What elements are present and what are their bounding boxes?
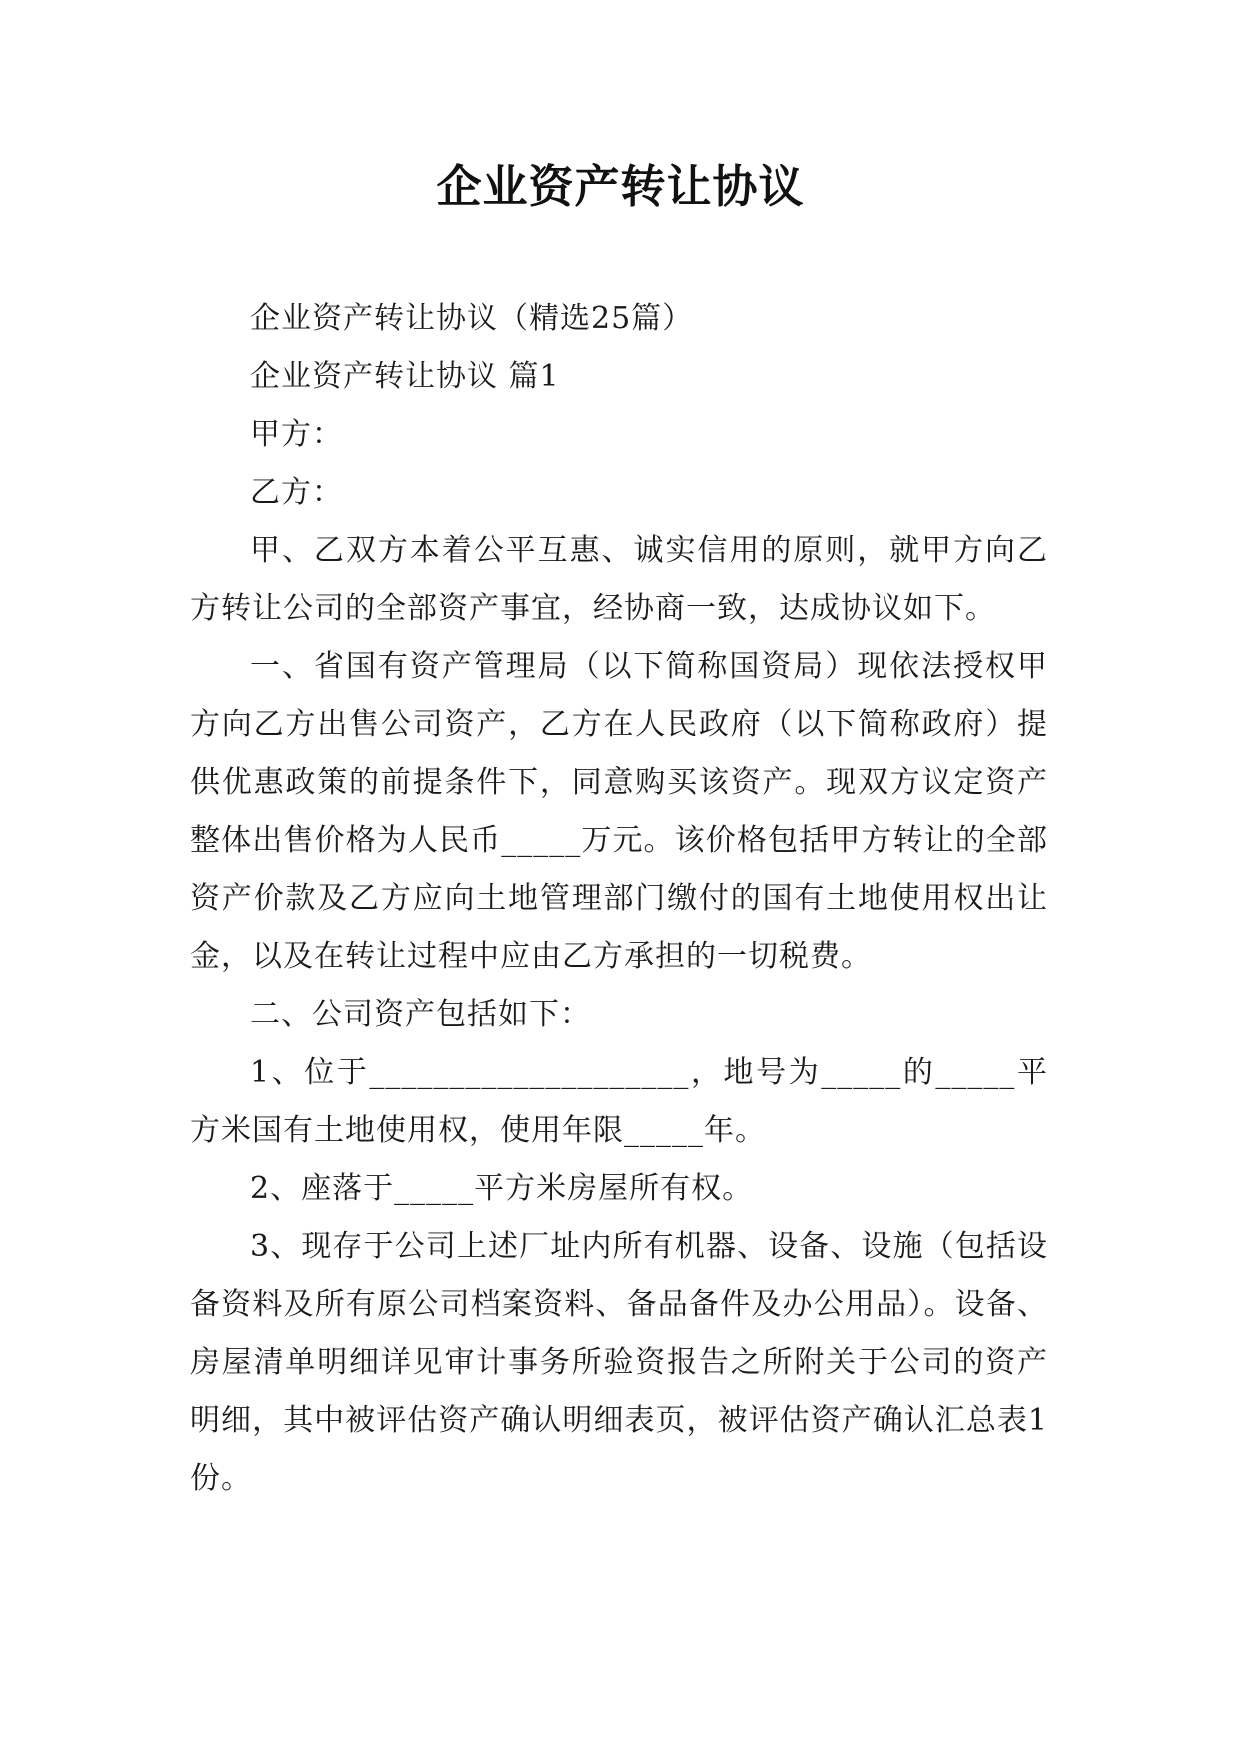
paragraph-clause-2: 二、公司资产包括如下： [250, 997, 591, 1032]
paragraph-section-heading: 企业资产转让协议 篇1 [250, 359, 560, 394]
paragraph-clause-1: 一、省国有资产管理局（以下简称国资局）现依法授权甲方向乙方出售公司资产，乙方在人民政府（以下简称政府）提供优惠政策的前提条件下，同意购买该资产。现双方议定资产整体出售价格为人民币_____万元。该价格包括甲方转让的全部资产价款及乙方应向土地管理部门缴付的国有土地使用权出让金，以及在转让过程中应由乙方承担的一切税费。 [190, 649, 1048, 974]
paragraph-party-a: 甲方： [250, 417, 343, 452]
document-title: 企业资产转让协议 [436, 160, 805, 213]
paragraph-party-b: 乙方： [250, 475, 343, 510]
paragraph-item-3: 3、现存于公司上述厂址内所有机器、设备、设施（包括设备资料及所有原公司档案资料、备品备件及办公用品）。设备、房屋清单明细详见审计事务所验资报告之所附关于公司的资产明细，其中被评估资产确认明细表页，被评估资产确认汇总表1份。 [190, 1229, 1048, 1496]
paragraph-item-2: 2、座落于_____平方米房屋所有权。 [250, 1171, 754, 1206]
paragraph-subtitle: 企业资产转让协议（精选25篇） [250, 301, 694, 336]
paragraph-item-1: 1、位于____________________，地号为_____的_____平方米国有土地使用权，使用年限_____年。 [190, 1055, 1048, 1148]
paragraph-preamble: 甲、乙双方本着公平互惠、诚实信用的原则，就甲方向乙方转让公司的全部资产事宜，经协商一致，达成协议如下。 [190, 533, 1048, 626]
document-body [190, 290, 1048, 1508]
